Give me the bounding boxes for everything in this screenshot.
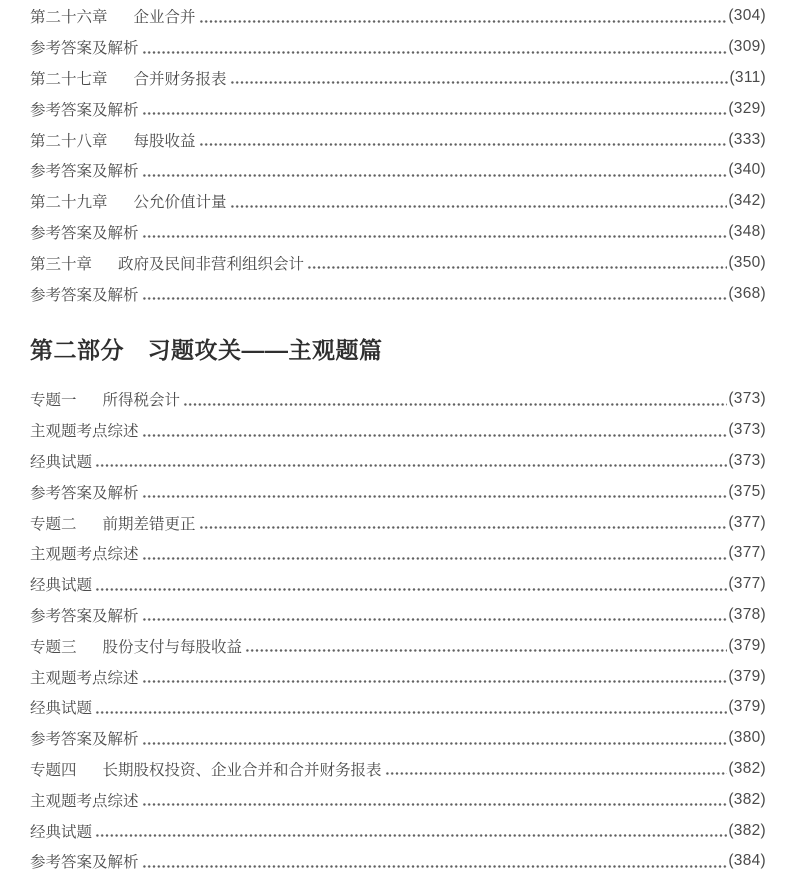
dotted-leader — [183, 403, 727, 406]
toc-entry-page-number: (379) — [728, 698, 766, 716]
toc-chapter-row — [30, 384, 766, 415]
toc-chapter-row — [30, 630, 766, 661]
toc-entry-page-number: (348) — [728, 222, 766, 240]
toc-entry-page-number: (375) — [728, 482, 766, 500]
toc-entry-page-number: (382) — [728, 790, 766, 808]
toc-entry-page-number: (329) — [728, 99, 766, 117]
dotted-leader — [142, 495, 728, 498]
dotted-leader — [307, 266, 727, 269]
toc-entry-page-number: (333) — [728, 130, 766, 148]
toc-chapter-row — [30, 186, 766, 217]
toc-chapter-row — [30, 63, 766, 94]
toc-sub-row — [30, 538, 766, 569]
dotted-leader — [199, 526, 728, 529]
toc-entry-label: 第二十八章 — [30, 132, 108, 150]
toc-entry-title: 所得税会计 — [102, 392, 181, 410]
toc-entry-title: 参考答案及解析 — [30, 854, 139, 872]
toc-entry-page-number: (340) — [728, 161, 766, 179]
toc-chapter-row — [30, 507, 766, 538]
dotted-leader — [142, 865, 728, 868]
toc-sub-row — [30, 723, 766, 754]
part-heading: 第二部分 习题攻关——主观题篇 — [30, 336, 383, 363]
toc-entry-title: 参考答案及解析 — [30, 607, 139, 625]
dotted-leader — [95, 834, 727, 837]
toc-entry-title: 长期股权投资、企业合并和合并财务报表 — [102, 761, 382, 779]
toc-entry-page-number: (373) — [728, 390, 766, 408]
toc-entry-title: 主观题考点综述 — [30, 669, 139, 687]
toc-entry-title: 参考答案及解析 — [30, 101, 139, 119]
dotted-leader — [142, 174, 728, 177]
dotted-leader — [142, 434, 728, 437]
toc-entry-title: 主观题考点综述 — [30, 792, 139, 810]
toc-entry-title: 经典试题 — [30, 700, 93, 718]
dotted-leader — [95, 588, 727, 591]
dotted-leader — [199, 143, 728, 146]
dotted-leader — [385, 772, 728, 775]
toc-entry-title: 经典试题 — [30, 577, 93, 595]
toc-sub-row — [30, 815, 766, 846]
toc-entry-page-number: (378) — [728, 605, 766, 623]
dotted-leader — [142, 618, 728, 621]
toc-entry-title: 参考答案及解析 — [30, 731, 139, 749]
toc-chapter-row — [30, 247, 766, 278]
dotted-leader — [142, 680, 728, 683]
toc-sub-row — [30, 569, 766, 600]
toc-entry-title: 参考答案及解析 — [30, 163, 139, 181]
toc-chapter-row — [30, 124, 766, 155]
toc-entry-page-number: (304) — [728, 7, 766, 25]
dotted-leader — [142, 51, 728, 54]
toc-entry-page-number: (380) — [728, 729, 766, 747]
toc-entry-page-number: (311) — [729, 68, 766, 86]
toc-sub-row — [30, 217, 766, 248]
toc-entry-title: 主观题考点综述 — [30, 423, 139, 441]
dotted-leader — [199, 20, 728, 23]
toc-entry-title: 合并财务报表 — [133, 70, 227, 88]
toc-entry-label: 专题四 — [30, 761, 77, 779]
dotted-leader — [245, 649, 727, 652]
toc-entry-title: 每股收益 — [133, 132, 196, 150]
dotted-leader — [142, 297, 728, 300]
toc-sub-row — [30, 476, 766, 507]
toc-entry-page-number: (377) — [728, 575, 766, 593]
toc-entry-title: 经典试题 — [30, 823, 93, 841]
toc-entry-page-number: (384) — [728, 852, 766, 870]
toc-sub-row — [30, 846, 766, 877]
toc-entry-label: 第二十七章 — [30, 70, 108, 88]
toc-sub-row — [30, 600, 766, 631]
toc-entry-label: 第三十章 — [30, 255, 93, 273]
toc-sub-row — [30, 32, 766, 63]
toc-entry-label: 专题三 — [30, 638, 77, 656]
toc-entry-title: 主观题考点综述 — [30, 546, 139, 564]
toc-entry-title: 政府及民间非营利组织会计 — [118, 255, 305, 273]
toc-entry-page-number: (368) — [728, 284, 766, 302]
toc-sub-row — [30, 415, 766, 446]
toc-entry-page-number: (377) — [728, 544, 766, 562]
toc-entry-label: 第二十六章 — [30, 9, 108, 27]
toc-sub-row — [30, 93, 766, 124]
toc-entry-label: 专题一 — [30, 392, 77, 410]
dotted-leader — [142, 742, 728, 745]
toc-entry-title: 经典试题 — [30, 453, 93, 471]
dotted-leader — [95, 711, 727, 714]
toc-entry-title: 股份支付与每股收益 — [102, 638, 243, 656]
dotted-leader — [142, 112, 728, 115]
toc-chapter-row — [30, 1, 766, 32]
toc-entry-page-number: (342) — [728, 192, 766, 210]
toc-entry-label: 第二十九章 — [30, 194, 108, 212]
toc-entry-title: 参考答案及解析 — [30, 224, 139, 242]
toc-entry-page-number: (382) — [728, 759, 766, 777]
toc-sub-row — [30, 661, 766, 692]
dotted-leader — [230, 205, 728, 208]
dotted-leader — [230, 81, 729, 84]
toc-entry-page-number: (350) — [728, 253, 766, 271]
toc-sub-row — [30, 278, 766, 309]
toc-entry-page-number: (309) — [728, 38, 766, 56]
toc-chapter-row — [30, 754, 766, 785]
toc-entry-title: 参考答案及解析 — [30, 484, 139, 502]
toc-entry-label: 专题二 — [30, 515, 77, 533]
toc-entry-title: 公允价值计量 — [133, 194, 227, 212]
toc-entry-title: 参考答案及解析 — [30, 40, 139, 58]
dotted-leader — [142, 803, 728, 806]
toc-sub-row — [30, 692, 766, 723]
toc-entry-page-number: (373) — [728, 451, 766, 469]
toc-sub-row — [30, 784, 766, 815]
dotted-leader — [142, 235, 728, 238]
toc-entry-title: 企业合并 — [133, 9, 196, 27]
dotted-leader — [95, 464, 727, 467]
toc-entry-page-number: (382) — [728, 821, 766, 839]
dotted-leader — [142, 557, 728, 560]
toc-entry-page-number: (379) — [728, 636, 766, 654]
toc-entry-page-number: (373) — [728, 421, 766, 439]
toc-entry-title: 前期差错更正 — [102, 515, 196, 533]
toc-sub-row — [30, 155, 766, 186]
toc-entry-page-number: (379) — [728, 667, 766, 685]
toc-entry-title: 参考答案及解析 — [30, 286, 139, 304]
toc-sub-row — [30, 446, 766, 477]
toc-entry-page-number: (377) — [728, 513, 766, 531]
